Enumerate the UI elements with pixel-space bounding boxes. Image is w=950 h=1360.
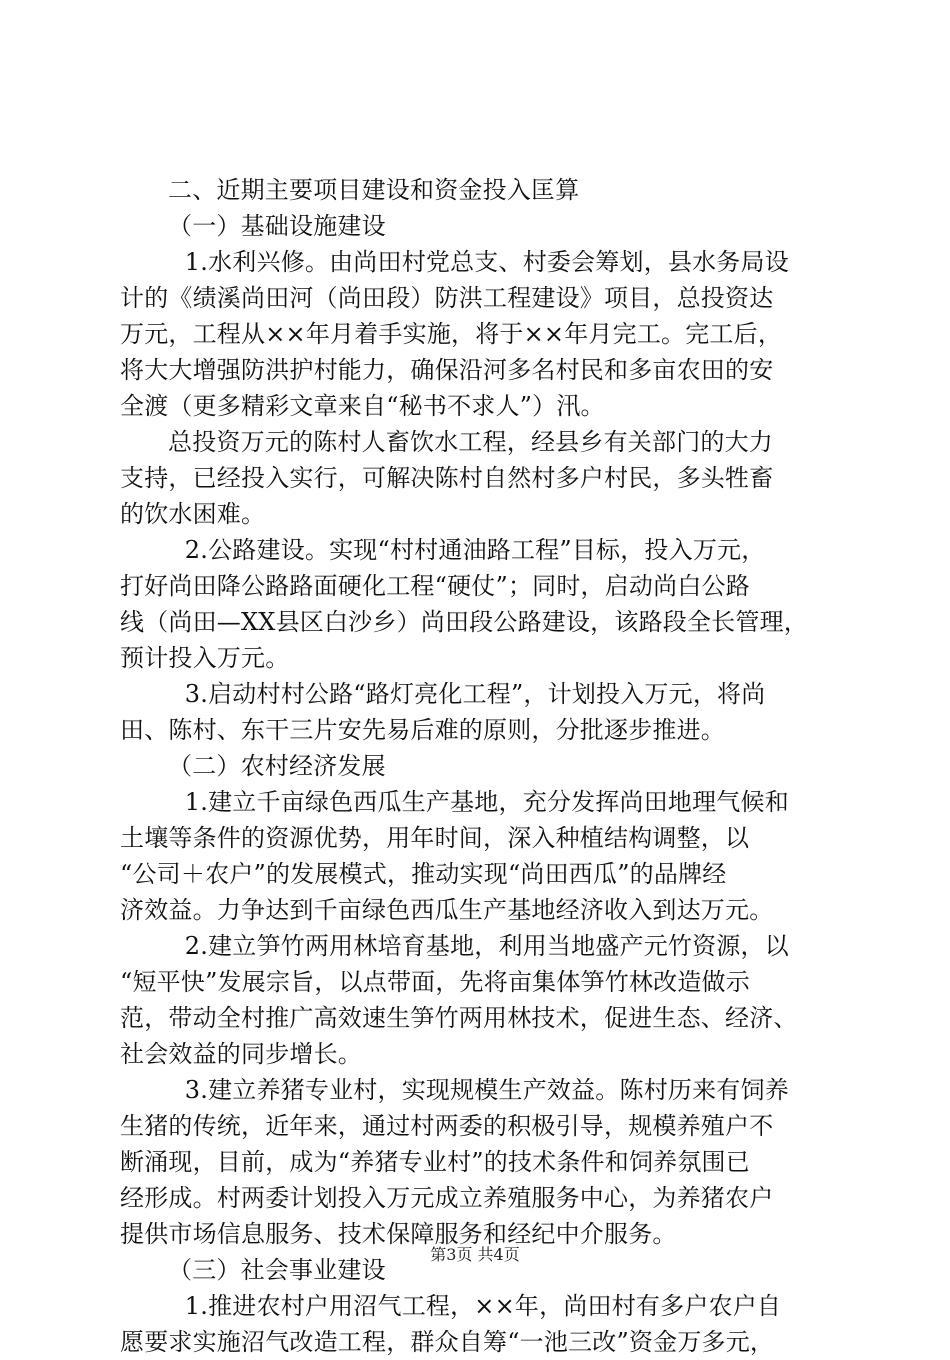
text-line: 提供市场信息服务、技术保障服务和经纪中介服务。 xyxy=(120,1220,677,1248)
text-line: 范，带动全村推广高效速生笋竹两用林技术，促进生态、经济、 xyxy=(120,1004,798,1032)
text-line: 1.推进农村户用沼气工程，××年，尚田村有多户农户自 xyxy=(184,1292,782,1320)
text-line: 将大大增强防洪护村能力，确保沿河多名村民和多亩农田的安 xyxy=(120,356,774,384)
text-line: 3.建立养猪专业村，实现规模生产效益。陈村历来有饲养 xyxy=(184,1076,789,1104)
text-line: 2.公路建设。实现“村村通油路工程”目标，投入万元， xyxy=(184,536,766,564)
text-line: 的饮水困难。 xyxy=(120,500,266,528)
text-line: 经形成。村两委计划投入万元成立养殖服务中心，为养猪农户 xyxy=(120,1184,774,1212)
text-line: （一）基础设施建设 xyxy=(168,212,386,240)
document-body xyxy=(120,172,830,1360)
text-line: （三）社会事业建设 xyxy=(168,1256,386,1284)
text-line: 断涌现，目前，成为“养猪专业村”的技术条件和饲养氛围已 xyxy=(120,1148,750,1176)
text-line: 3.启动村村公路“路灯亮化工程”，计划投入万元，将尚 xyxy=(184,680,766,708)
text-line: 支持，已经投入实行，可解决陈村自然村多户村民，多头牲畜 xyxy=(120,464,774,492)
text-line: 计的《绩溪尚田河（尚田段）防洪工程建设》项目，总投资达 xyxy=(120,284,774,312)
text-line: 预计投入万元。 xyxy=(120,644,290,672)
text-line: 线（尚田—XX县区白沙乡）尚田段公路建设，该路段全长管理， xyxy=(120,608,808,636)
text-line: 田、陈村、东干三片安先易后难的原则，分批逐步推进。 xyxy=(120,716,725,744)
text-line: 社会效益的同步增长。 xyxy=(120,1040,362,1068)
text-line: 二、近期主要项目建设和资金投入匡算 xyxy=(168,176,580,204)
text-line: （二）农村经济发展 xyxy=(168,752,386,780)
text-line: 1.水利兴修。由尚田村党总支、村委会筹划，县水务局设 xyxy=(184,248,789,276)
text-line: 2.建立笋竹两用林培育基地，利用当地盛产元竹资源，以 xyxy=(184,932,789,960)
text-line: 土壤等条件的资源优势，用年时间，深入种植结构调整，以 xyxy=(120,824,750,852)
text-line: “公司＋农户”的发展模式，推动实现“尚田西瓜”的品牌经 xyxy=(120,860,727,888)
text-line: 济效益。力争达到千亩绿色西瓜生产基地经济收入到达万元。 xyxy=(120,896,774,924)
text-line: 生猪的传统，近年来，通过村两委的积极引导，规模养殖户不 xyxy=(120,1112,774,1140)
text-line: “短平快”发展宗旨，以点带面，先将亩集体笋竹林改造做示 xyxy=(120,968,750,996)
text-line: 全渡（更多精彩文章来自“秘书不求人”）汛。 xyxy=(120,392,605,420)
text-line: 总投资万元的陈村人畜饮水工程，经县乡有关部门的大力 xyxy=(168,428,773,456)
text-line: 愿要求实施沼气改造工程，群众自筹“一池三改”资金万多元， xyxy=(120,1328,775,1356)
text-line: 打好尚田降公路路面硬化工程“硬仗”；同时，启动尚白公路 xyxy=(120,572,750,600)
page-footer: 第3页 共4页 xyxy=(430,1245,520,1264)
text-line: 1.建立千亩绿色西瓜生产基地，充分发挥尚田地理气候和 xyxy=(184,788,789,816)
text-line: 万元，工程从××年月着手实施，将于××年月完工。完工后， xyxy=(120,320,783,348)
